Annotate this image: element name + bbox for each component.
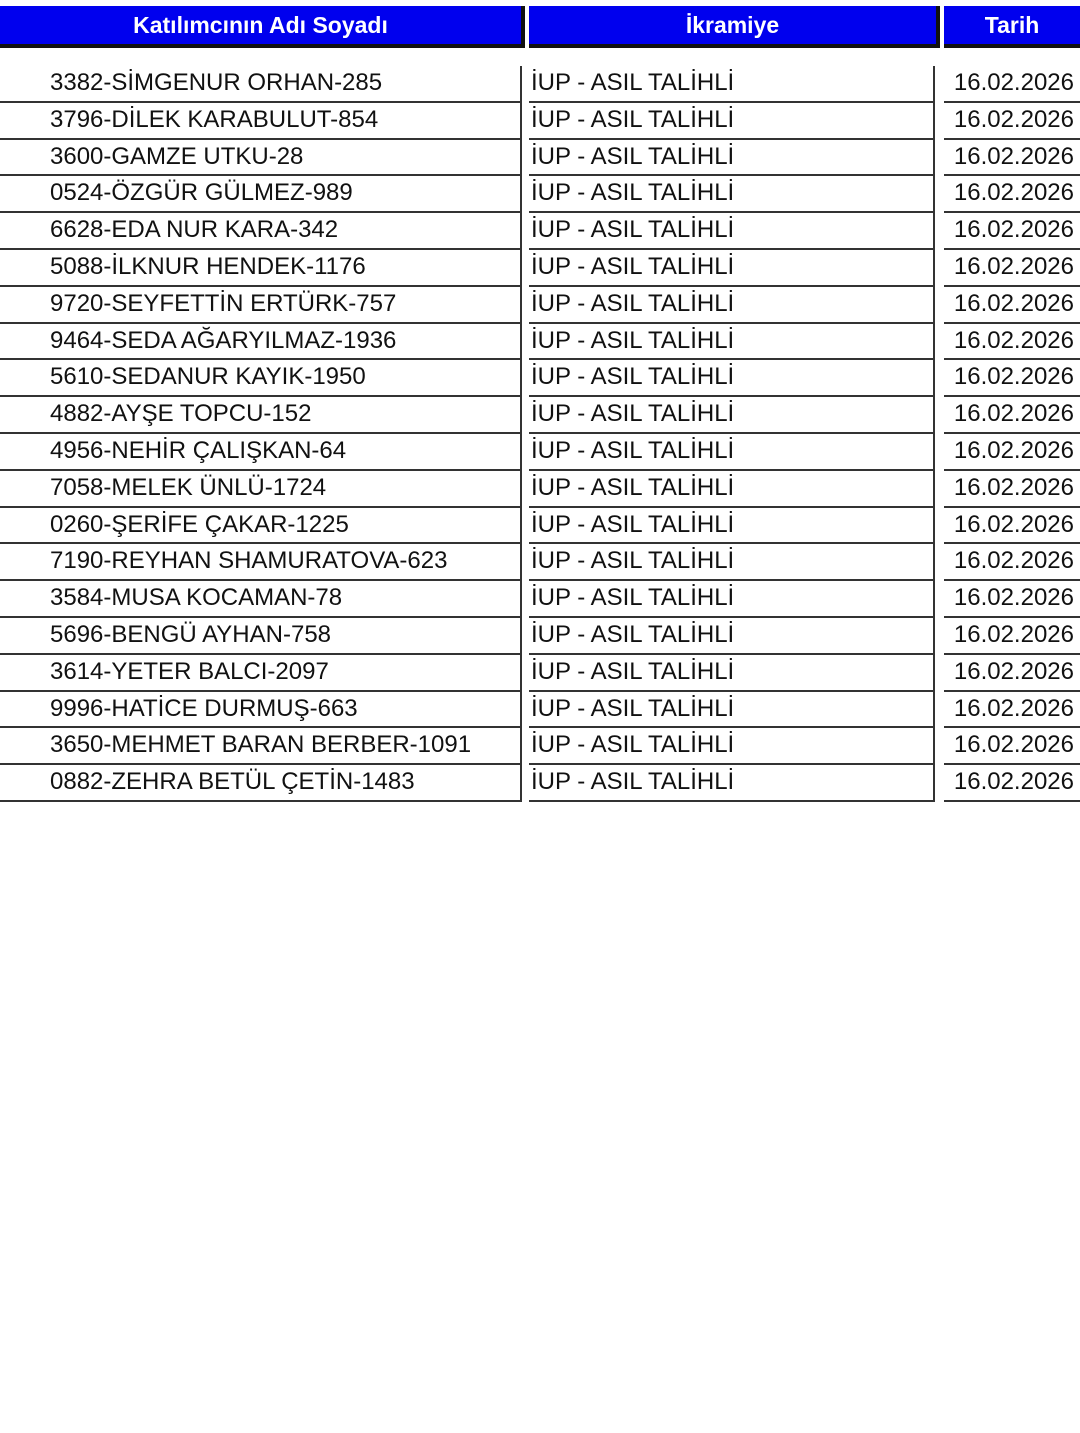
row-rule-stub: [0, 360, 52, 397]
table-row: [0, 397, 1080, 434]
table-row: [0, 581, 1080, 618]
cell-prize: İUP - ASIL TALİHLİ: [529, 103, 935, 140]
cell-prize: İUP - ASIL TALİHLİ: [529, 66, 935, 103]
table-row: [0, 213, 1080, 250]
cell-participant-name: 4956-NEHİR ÇALIŞKAN-64: [50, 434, 522, 471]
cell-participant-name: 3796-DİLEK KARABULUT-854: [50, 103, 522, 140]
table-row: [0, 692, 1080, 729]
cell-participant-name: 3614-YETER BALCI-2097: [50, 655, 522, 692]
column-header-name: Katılımcının Adı Soyadı: [0, 6, 525, 48]
table-row: [0, 140, 1080, 177]
table-row: [0, 324, 1080, 361]
table-row: [0, 655, 1080, 692]
cell-date: 16.02.2026: [944, 250, 1080, 287]
cell-prize: İUP - ASIL TALİHLİ: [529, 544, 935, 581]
cell-prize: İUP - ASIL TALİHLİ: [529, 618, 935, 655]
table-row: [0, 250, 1080, 287]
cell-participant-name: 3382-SİMGENUR ORHAN-285: [50, 66, 522, 103]
cell-date: 16.02.2026: [944, 287, 1080, 324]
cell-participant-name: 9464-SEDA AĞARYILMAZ-1936: [50, 324, 522, 361]
column-header-date: Tarih: [944, 6, 1080, 48]
cell-date: 16.02.2026: [944, 765, 1080, 802]
cell-date: 16.02.2026: [944, 66, 1080, 103]
cell-date: 16.02.2026: [944, 397, 1080, 434]
cell-participant-name: 0524-ÖZGÜR GÜLMEZ-989: [50, 176, 522, 213]
cell-date: 16.02.2026: [944, 508, 1080, 545]
cell-date: 16.02.2026: [944, 176, 1080, 213]
row-rule-stub: [0, 471, 52, 508]
cell-prize: İUP - ASIL TALİHLİ: [529, 692, 935, 729]
cell-date: 16.02.2026: [944, 213, 1080, 250]
cell-participant-name: 5696-BENGÜ AYHAN-758: [50, 618, 522, 655]
table-row: [0, 471, 1080, 508]
cell-participant-name: 7058-MELEK ÜNLÜ-1724: [50, 471, 522, 508]
cell-date: 16.02.2026: [944, 581, 1080, 618]
cell-prize: İUP - ASIL TALİHLİ: [529, 471, 935, 508]
cell-date: 16.02.2026: [944, 544, 1080, 581]
row-rule-stub: [0, 655, 52, 692]
column-header-prize: İkramiye: [529, 6, 940, 48]
cell-participant-name: 3600-GAMZE UTKU-28: [50, 140, 522, 177]
cell-participant-name: 6628-EDA NUR KARA-342: [50, 213, 522, 250]
row-rule-stub: [0, 66, 52, 103]
cell-participant-name: 0260-ŞERİFE ÇAKAR-1225: [50, 508, 522, 545]
cell-prize: İUP - ASIL TALİHLİ: [529, 397, 935, 434]
table-row: [0, 287, 1080, 324]
row-rule-stub: [0, 765, 52, 802]
cell-prize: İUP - ASIL TALİHLİ: [529, 140, 935, 177]
row-rule-stub: [0, 581, 52, 618]
cell-participant-name: 3650-MEHMET BARAN BERBER-1091: [50, 728, 522, 765]
table-row: [0, 508, 1080, 545]
cell-date: 16.02.2026: [944, 471, 1080, 508]
row-rule-stub: [0, 140, 52, 177]
cell-prize: İUP - ASIL TALİHLİ: [529, 581, 935, 618]
cell-prize: İUP - ASIL TALİHLİ: [529, 434, 935, 471]
cell-date: 16.02.2026: [944, 728, 1080, 765]
cell-participant-name: 9720-SEYFETTİN ERTÜRK-757: [50, 287, 522, 324]
row-rule-stub: [0, 176, 52, 213]
row-rule-stub: [0, 324, 52, 361]
cell-participant-name: 4882-AYŞE TOPCU-152: [50, 397, 522, 434]
cell-participant-name: 7190-REYHAN SHAMURATOVA-623: [50, 544, 522, 581]
cell-participant-name: 9996-HATİCE DURMUŞ-663: [50, 692, 522, 729]
cell-prize: İUP - ASIL TALİHLİ: [529, 508, 935, 545]
table-row: [0, 360, 1080, 397]
cell-participant-name: 5610-SEDANUR KAYIK-1950: [50, 360, 522, 397]
row-rule-stub: [0, 287, 52, 324]
table-row: [0, 176, 1080, 213]
cell-prize: İUP - ASIL TALİHLİ: [529, 250, 935, 287]
row-rule-stub: [0, 250, 52, 287]
cell-prize: İUP - ASIL TALİHLİ: [529, 176, 935, 213]
row-rule-stub: [0, 544, 52, 581]
cell-date: 16.02.2026: [944, 618, 1080, 655]
cell-prize: İUP - ASIL TALİHLİ: [529, 728, 935, 765]
table-row: [0, 728, 1080, 765]
table-row: [0, 618, 1080, 655]
cell-date: 16.02.2026: [944, 434, 1080, 471]
cell-date: 16.02.2026: [944, 324, 1080, 361]
row-rule-stub: [0, 508, 52, 545]
row-rule-stub: [0, 618, 52, 655]
cell-date: 16.02.2026: [944, 140, 1080, 177]
row-rule-stub: [0, 213, 52, 250]
cell-participant-name: 0882-ZEHRA BETÜL ÇETİN-1483: [50, 765, 522, 802]
table-row: [0, 544, 1080, 581]
table-row: [0, 434, 1080, 471]
cell-date: 16.02.2026: [944, 360, 1080, 397]
cell-prize: İUP - ASIL TALİHLİ: [529, 324, 935, 361]
cell-date: 16.02.2026: [944, 103, 1080, 140]
row-rule-stub: [0, 103, 52, 140]
cell-date: 16.02.2026: [944, 655, 1080, 692]
cell-prize: İUP - ASIL TALİHLİ: [529, 213, 935, 250]
cell-prize: İUP - ASIL TALİHLİ: [529, 655, 935, 692]
cell-date: 16.02.2026: [944, 692, 1080, 729]
table-row: [0, 103, 1080, 140]
row-rule-stub: [0, 434, 52, 471]
cell-participant-name: 5088-İLKNUR HENDEK-1176: [50, 250, 522, 287]
cell-prize: İUP - ASIL TALİHLİ: [529, 765, 935, 802]
cell-prize: İUP - ASIL TALİHLİ: [529, 360, 935, 397]
table-row: [0, 765, 1080, 802]
row-rule-stub: [0, 397, 52, 434]
row-rule-stub: [0, 728, 52, 765]
table-row: [0, 66, 1080, 103]
row-rule-stub: [0, 692, 52, 729]
cell-prize: İUP - ASIL TALİHLİ: [529, 287, 935, 324]
cell-participant-name: 3584-MUSA KOCAMAN-78: [50, 581, 522, 618]
